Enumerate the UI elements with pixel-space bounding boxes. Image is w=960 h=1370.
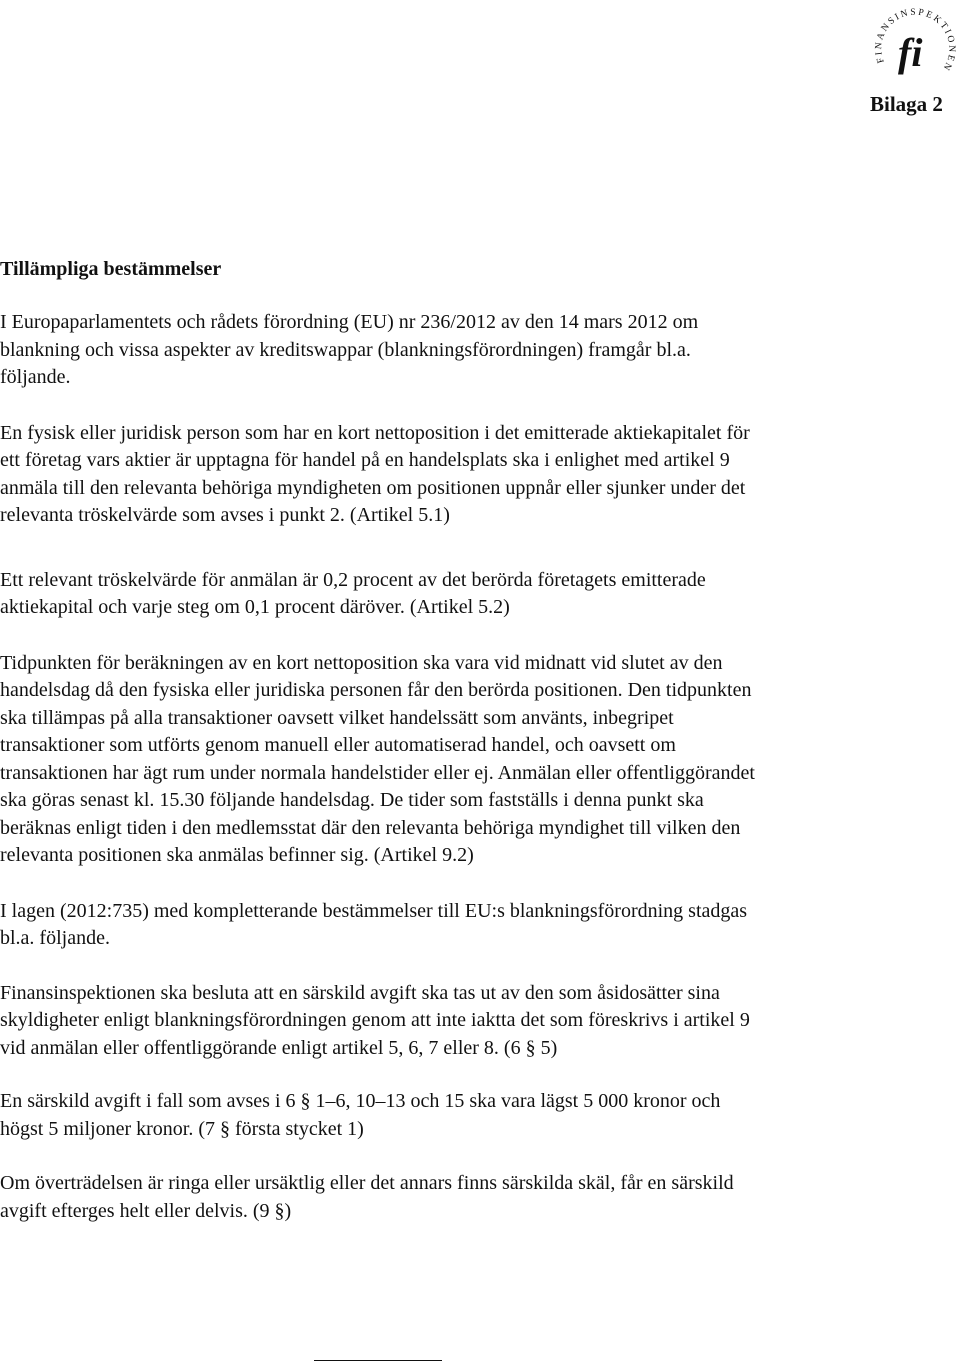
svg-text:fi: fi [898, 30, 923, 75]
paragraph-section-6: Finansinspektionen ska besluta att en särskild avgift ska tas ut av den som åsidosätter sina skyldigheter enligt blankningsförordningen genom att inte iaktta det som föreskrivs i artikel 9 vid anmälan eller offentliggörande enligt artikel 5, 6, 7 eller 8. (6 § 5) [0, 981, 750, 1059]
paragraph-intro: I Europaparlamentets och rådets förordning (EU) nr 236/2012 av den 14 mars 2012 om blankning och vissa aspekter av kreditswappar (blankningsförordningen) framgår bl.a. följande. [0, 311, 699, 388]
finansinspektionen-logo-icon [872, 2, 958, 88]
paragraph-article-9-2: Tidpunkten för beräkningen av en kort nettoposition ska vara vid midnatt vid slutet av den handelsdag då den fysiska eller juridiska personen får den berörda positionen. Den tidpunkten ska tillämpas på alla transaktioner oavsett vilket handelssätt som använts, inbegripet transaktioner som utförts genom manuell eller automatiserad handel, och oavsett om transaktionen har ägt rum under normala handelstider eller ej. Anmälan eller offentliggörandet ska göras senast kl. 15.30 följande handelsdag. De tider som fastställs i denna punkt ska beräknas enligt tiden i den medlemsstat där den relevanta behöriga myndighet till vilken den relevanta positionen ska anmälas befinner sig. (Artikel 9.2) [0, 651, 755, 866]
svg-text:FINANSINSPEKTIONEN: FINANSINSPEKTIONEN [874, 7, 957, 74]
footnote-divider [314, 1360, 442, 1361]
paragraph-section-7: En särskild avgift i fall som avses i 6 § 1–6, 10–13 och 15 ska vara lägst 5 000 kronor och högst 5 miljoner kronor. (7 § första stycket 1) [0, 1090, 721, 1140]
paragraph-section-9: Om överträdelsen är ringa eller ursäktlig eller det annars finns särskilda skäl, får en särskild avgift efterges helt eller delvis. (9 §) [0, 1172, 734, 1222]
annex-label: Bilaga 2 [870, 92, 943, 116]
paragraph-law-intro: I lagen (2012:735) med kompletterande bestämmelser till EU:s blankningsförordning stadgas bl.a. följande. [0, 899, 748, 949]
paragraph-article-5-1: En fysisk eller juridisk person som har en kort nettoposition i det emitterade aktiekapitalet för ett företag vars aktier är upptagna för handel på en handelsplats ska i enlighet med artikel 9 anmäla till den relevanta behöriga myndigheten om positionen uppnår eller sjunker under det relevanta tröskelvärde som avses i punkt 2. (Artikel 5.1) [0, 421, 750, 526]
paragraph-article-5-2: Ett relevant tröskelvärde för anmälan är 0,2 procent av det berörda företagets emitterade aktiekapital och varje steg om 0,1 procent däröver. (Artikel 5.2) [0, 568, 706, 618]
page-title: Tillämpliga bestämmelser [0, 258, 222, 280]
document-body [0, 255, 760, 1225]
